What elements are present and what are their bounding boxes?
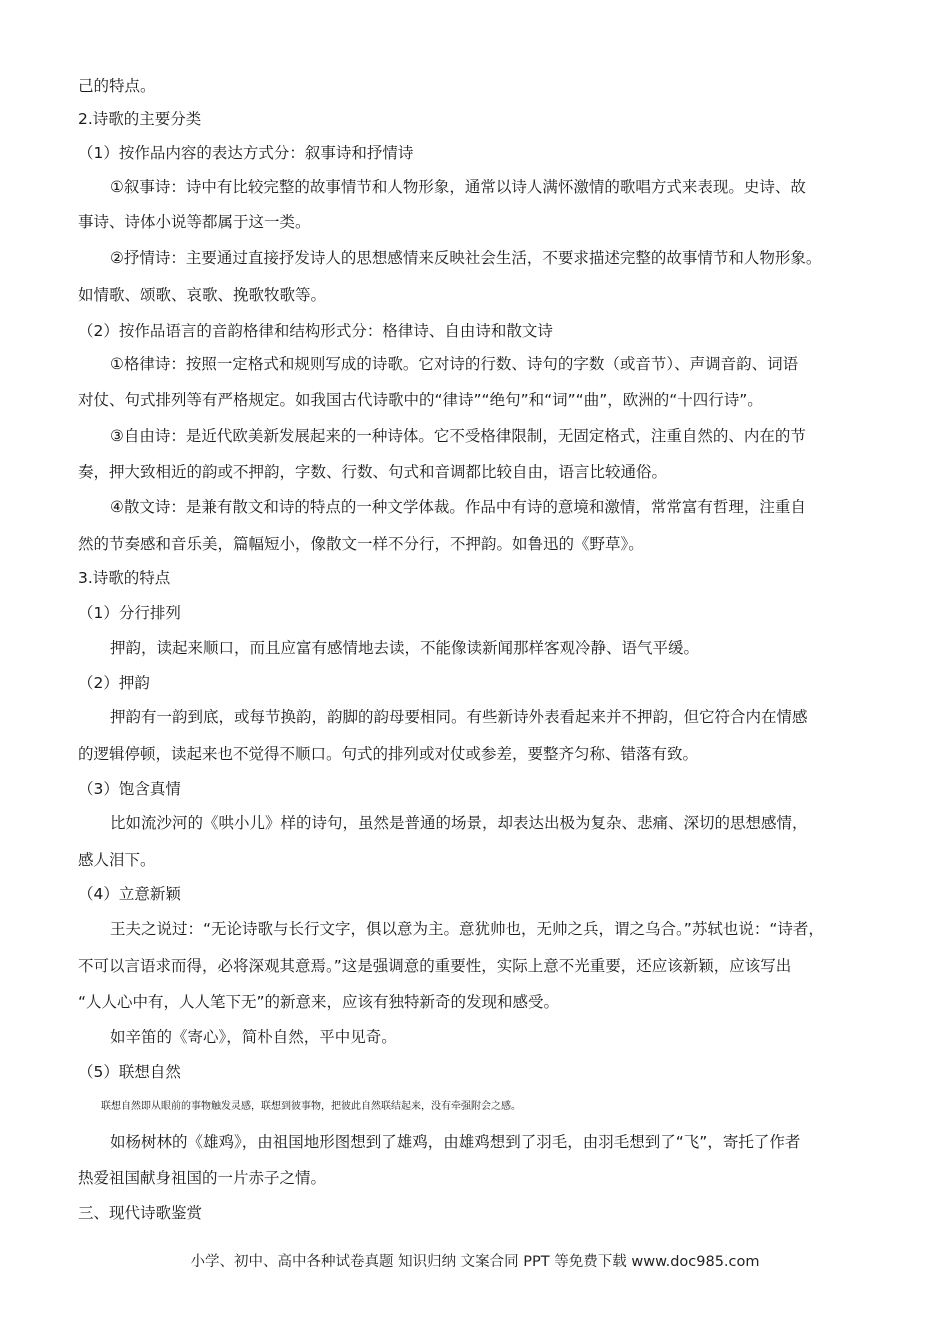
- text-line: 王夫之说过：“无论诗歌与长行文字，俱以意为主。意犹帅也，无帅之兵，谓之乌合。”苏轼也说：“诗者，: [110, 920, 824, 938]
- text-line: 感人泪下。: [78, 851, 156, 869]
- text-line: 不可以言语求而得，必将深观其意焉。”这是强调意的重要性，实际上意不光重要，还应该新颖，应该写出: [78, 957, 792, 975]
- text-line: 联想自然即从眼前的事物触发灵感，联想到彼事物，把彼此自然联结起来，没有牵强附会之感。: [101, 1101, 521, 1112]
- footer-promo-text: 小学、初中、高中各种试卷真题 知识归纳 文案合同 PPT 等免费下载 www.doc985.com: [190, 1254, 760, 1270]
- section-heading: 2.诗歌的主要分类: [78, 110, 202, 128]
- subheading: （1）按作品内容的表达方式分：叙事诗和抒情诗: [78, 144, 414, 162]
- text-line: 如情歌、颂歌、哀歌、挽歌牧歌等。: [78, 286, 327, 304]
- subheading: （2）押韵: [78, 674, 150, 692]
- text-line: ④散文诗：是兼有散文和诗的特点的一种文学体裁。作品中有诗的意境和激情，常常富有哲理，注重自: [110, 498, 806, 516]
- text-line: ②抒情诗：主要通过直接抒发诗人的思想感情来反映社会生活，不要求描述完整的故事情节和人物形象。: [110, 249, 822, 267]
- subheading: （1）分行排列: [78, 604, 181, 622]
- text-line: ①叙事诗：诗中有比较完整的故事情节和人物形象，通常以诗人满怀激情的歌唱方式来表现。史诗、故: [110, 178, 806, 196]
- section-heading: 3.诗歌的特点: [78, 569, 171, 587]
- text-line: 然的节奏感和音乐美，篇幅短小，像散文一样不分行，不押韵。如鲁迅的《野草》。: [78, 535, 644, 553]
- text-line: ①格律诗：按照一定格式和规则写成的诗歌。它对诗的行数、诗句的字数（或音节）、声调音韵、词语: [110, 355, 799, 373]
- text-line: 比如流沙河的《哄小儿》样的诗句，虽然是普通的场景，却表达出极为复杂、悲痛、深切的思想感情，: [110, 814, 808, 832]
- text-line: 如辛笛的《寄心》，简朴自然，平中见奇。: [110, 1028, 397, 1046]
- subheading: （3）饱含真情: [78, 780, 181, 798]
- subheading: （4）立意新颖: [78, 885, 181, 903]
- text-line: 己的特点。: [78, 77, 156, 95]
- text-line: 奏，押大致相近的韵或不押韵，字数、行数、句式和音调都比较自由，语言比较通俗。: [78, 463, 668, 481]
- text-line: 的逻辑停顿，读起来也不觉得不顺口。句式的排列或对仗或参差，要整齐匀称、错落有致。: [78, 745, 699, 763]
- section-heading: 三、现代诗歌鉴赏: [78, 1204, 203, 1222]
- text-line: 押韵，读起来顺口，而且应富有感情地去读，不能像读新闻那样客观冷静、语气平缓。: [110, 639, 700, 657]
- text-line: 押韵有一韵到底，或每节换韵，韵脚的韵母要相同。有些新诗外表看起来并不押韵，但它符合内在情感: [110, 708, 808, 726]
- subheading: （5）联想自然: [78, 1063, 181, 1081]
- text-line: “人人心中有，人人笔下无”的新意来，应该有独特新奇的发现和感受。: [78, 993, 560, 1011]
- text-line: 事诗、诗体小说等都属于这一类。: [78, 213, 311, 231]
- subheading: （2）按作品语言的音韵格律和结构形式分：格律诗、自由诗和散文诗: [78, 322, 553, 340]
- text-line: ③自由诗：是近代欧美新发展起来的一种诗体。它不受格律限制，无固定格式，注重自然的、内在的节: [110, 427, 806, 445]
- text-line: 如杨树林的《雄鸡》，由祖国地形图想到了雄鸡，由雄鸡想到了羽毛，由羽毛想到了“飞”，寄托了作者: [110, 1133, 801, 1151]
- text-line: 对仗、句式排列等有严格规定。如我国古代诗歌中的“律诗”“绝句”和“词”“曲”，欧洲的“十四行诗”。: [78, 391, 763, 409]
- text-line: 热爱祖国献身祖国的一片赤子之情。: [78, 1169, 327, 1187]
